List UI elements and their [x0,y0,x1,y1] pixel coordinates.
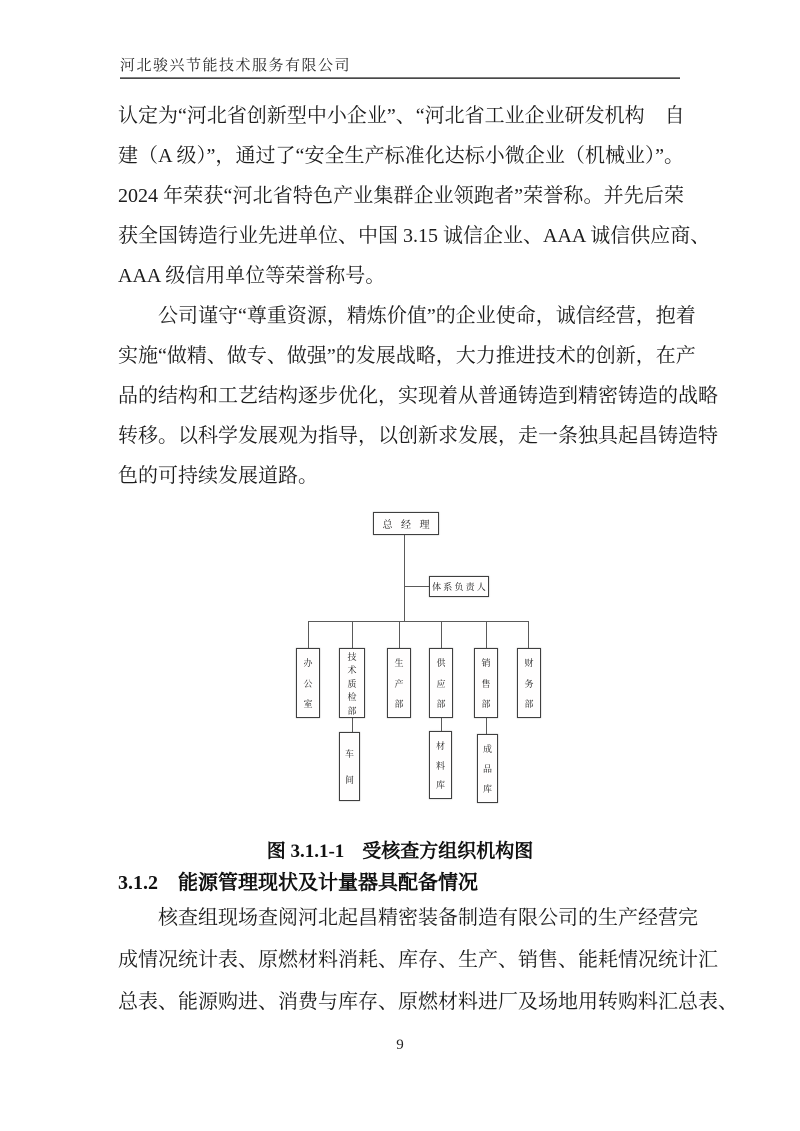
connector-line [352,718,353,732]
org-box-finished-goods-warehouse: 成 品 库 [477,734,498,803]
connector-line [352,621,353,648]
org-box-material-warehouse: 材 料 库 [429,731,452,799]
connector-line [405,586,429,587]
org-box-dept-production: 生 产 部 [387,648,411,718]
org-box-dept-sales: 销 售 部 [474,648,498,718]
connector-line [404,534,405,621]
org-box-dept-supply: 供 应 部 [429,648,453,718]
paragraph-line: 核查组现场查阅河北起昌精密装备制造有限公司的生产经营完 [118,907,698,929]
connector-line [308,621,309,648]
connector-line [308,621,529,622]
figure-caption-number: 图 3.1.1-1 [266,841,345,862]
paragraph-line: 转移。以科学发展观为指导，以创新求发展，走一条独具起昌铸造特 [118,425,718,447]
section-heading-title: 能源管理现状及计量器具配备情况 [178,872,478,894]
org-chart [280,505,565,825]
header-company-name: 河北骏兴节能技术服务有限公司 [120,58,352,74]
paragraph-line: 成情况统计表、原燃材料消耗、库存、生产、销售、能耗情况统计汇 [118,949,718,971]
paragraph-line: 建（A 级）”，通过了“安全生产标准化达标小微企业（机械业）”。 [118,145,684,167]
figure-caption [0,836,800,863]
figure-caption-title: 受核查方组织机构图 [362,841,534,862]
connector-line [486,718,487,734]
paragraph-line: AAA 级信用单位等荣誉称号。 [118,265,386,287]
section-heading-number: 3.1.2 [118,872,158,894]
section-heading [118,866,478,895]
org-box-system-leader: 体 系 负 责 人 [429,576,489,597]
paragraph-line: 获全国铸造行业先进单位、中国 3.15 诚信企业、AAA 诚信供应商、 [118,225,711,247]
connector-line [441,718,442,731]
connector-line [399,621,400,648]
paragraph-line: 总表、能源购进、消费与库存、原燃材料进厂及场地用转购料汇总表、 [118,991,738,1013]
connector-line [528,621,529,648]
org-box-dept-office: 办 公 室 [296,648,320,718]
header-rule [120,77,680,79]
paragraph-line: 实施“做精、做专、做强”的发展战略，大力推进技术的创新，在产 [118,345,696,367]
paragraph-line: 认定为“河北省创新型中小企业”、“河北省工业企业研发机构 自 [118,105,685,127]
connector-line [441,621,442,648]
page-number: 9 [396,1037,404,1053]
paragraph-line: 公司谨守“尊重资源，精炼价值”的企业使命，诚信经营，抱着 [118,305,696,327]
org-box-dept-tech-quality: 技 术 质 检 部 [339,648,365,718]
org-box-general-manager: 总 经 理 [373,512,439,535]
body-paragraphs [118,96,718,496]
org-box-workshop: 车 间 [339,732,360,801]
body-paragraph-3 [118,897,738,1023]
connector-line [486,621,487,648]
paragraph-line: 色的可持续发展道路。 [118,465,318,487]
paragraph-line: 品的结构和工艺结构逐步优化，实现着从普通铸造到精密铸造的战略 [118,385,718,407]
org-box-dept-finance: 财 务 部 [517,648,541,718]
paragraph-line: 2024 年荣获“河北省特色产业集群企业领跑者”荣誉称。并先后荣 [118,185,684,207]
